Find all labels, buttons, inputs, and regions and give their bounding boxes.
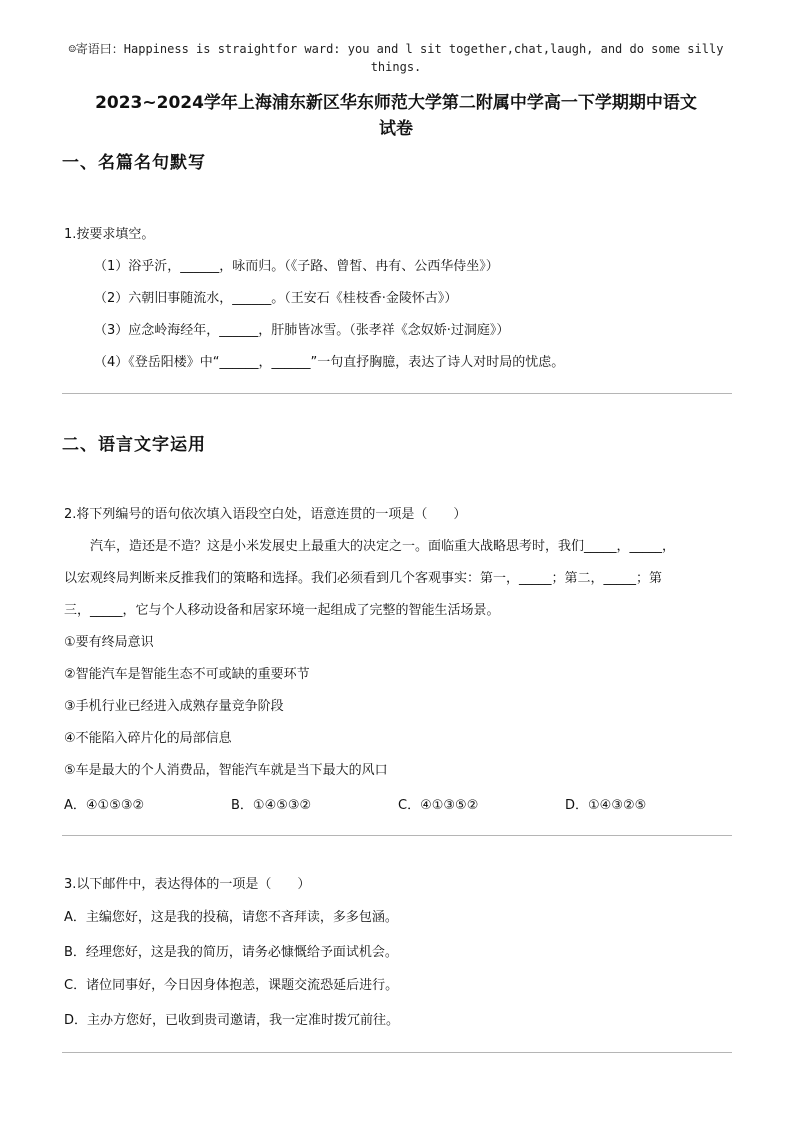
question-1-item: （4）《登岳阳楼》中“______，______”一句直抒胸臆，表达了诗人对时局的忧虑。 bbox=[94, 355, 565, 370]
question-1-item: （2）六朝旧事随流水，______。（王安石《桂枝香·金陵怀古》） bbox=[94, 291, 458, 306]
section-2-heading: 二、语言文字运用 bbox=[62, 435, 206, 455]
passage-line: 汽车，造还是不造？这是小米发展史上最重大的决定之一。面临重大战略思考时，我们_____，_____， bbox=[90, 539, 676, 554]
question-1-item: （1）浴乎沂，______，咏而归。（《子路、曾皙、冉有、公西华侍坐》） bbox=[94, 259, 499, 274]
passage-line: 以宏观终局判断来反推我们的策略和选择。我们必须看到几个客观事实：第一，_____；第二，_____；第 bbox=[64, 571, 663, 586]
section-1-heading: 一、名篇名句默写 bbox=[62, 153, 206, 173]
title-line-2: 试卷 bbox=[379, 119, 413, 139]
choice-option-b: B．经理您好，这是我的简历，请务必慷慨给予面试机会。 bbox=[64, 945, 398, 960]
page-title bbox=[40, 90, 752, 142]
passage-line: 三，_____，它与个人移动设备和居家环境一起组成了完整的智能生活场景。 bbox=[64, 603, 500, 618]
question-1-stem: 1.按要求填空。 bbox=[64, 227, 155, 242]
choice-option-c: C．诸位同事好，今日因身体抱恙，课题交流恐延后进行。 bbox=[64, 978, 399, 993]
motto-line-2: things. bbox=[370, 60, 422, 74]
question-2-stem: 2.将下列编号的语句依次填入语段空白处，语意连贯的一项是（ ） bbox=[64, 507, 467, 522]
choice-option-b: B．①④⑤③② bbox=[231, 798, 312, 813]
sentence-item: ⑤车是最大的个人消费品，智能汽车就是当下最大的风口 bbox=[64, 763, 388, 778]
sentence-item: ③手机行业已经进入成熟存量竞争阶段 bbox=[64, 699, 284, 714]
title-line-1: 2023~2024学年上海浦东新区华东师范大学第二附属中学高一下学期期中语文 bbox=[95, 93, 697, 113]
choice-option-a: A．主编您好，这是我的投稿，请您不吝拜读，多多包涵。 bbox=[64, 910, 398, 925]
sentence-item: ①要有终局意识 bbox=[64, 635, 154, 650]
divider bbox=[62, 393, 732, 394]
question-1-item: （3）应念岭海经年，______，肝肺皆冰雪。（张孝祥《念奴娇·过洞庭》） bbox=[94, 323, 510, 338]
sentence-item: ②智能汽车是智能生态不可或缺的重要环节 bbox=[64, 667, 310, 682]
sentence-item: ④不能陷入碎片化的局部信息 bbox=[64, 731, 232, 746]
question-3-stem: 3.以下邮件中，表达得体的一项是（ ） bbox=[64, 877, 311, 892]
choice-option-a: A．④①⑤③② bbox=[64, 798, 145, 813]
motto bbox=[30, 40, 762, 76]
choice-option-d: D．主办方您好，已收到贵司邀请，我一定准时拨冗前往。 bbox=[64, 1013, 400, 1028]
divider bbox=[62, 835, 732, 836]
choice-option-c: C．④①③⑤② bbox=[398, 798, 479, 813]
divider bbox=[62, 1052, 732, 1053]
choice-option-d: D．①④③②⑤ bbox=[565, 798, 647, 813]
motto-line-1: ☺寄语曰：Happiness is straightfor ward: you and l sit together,chat,laugh, and do some silly bbox=[68, 42, 724, 56]
